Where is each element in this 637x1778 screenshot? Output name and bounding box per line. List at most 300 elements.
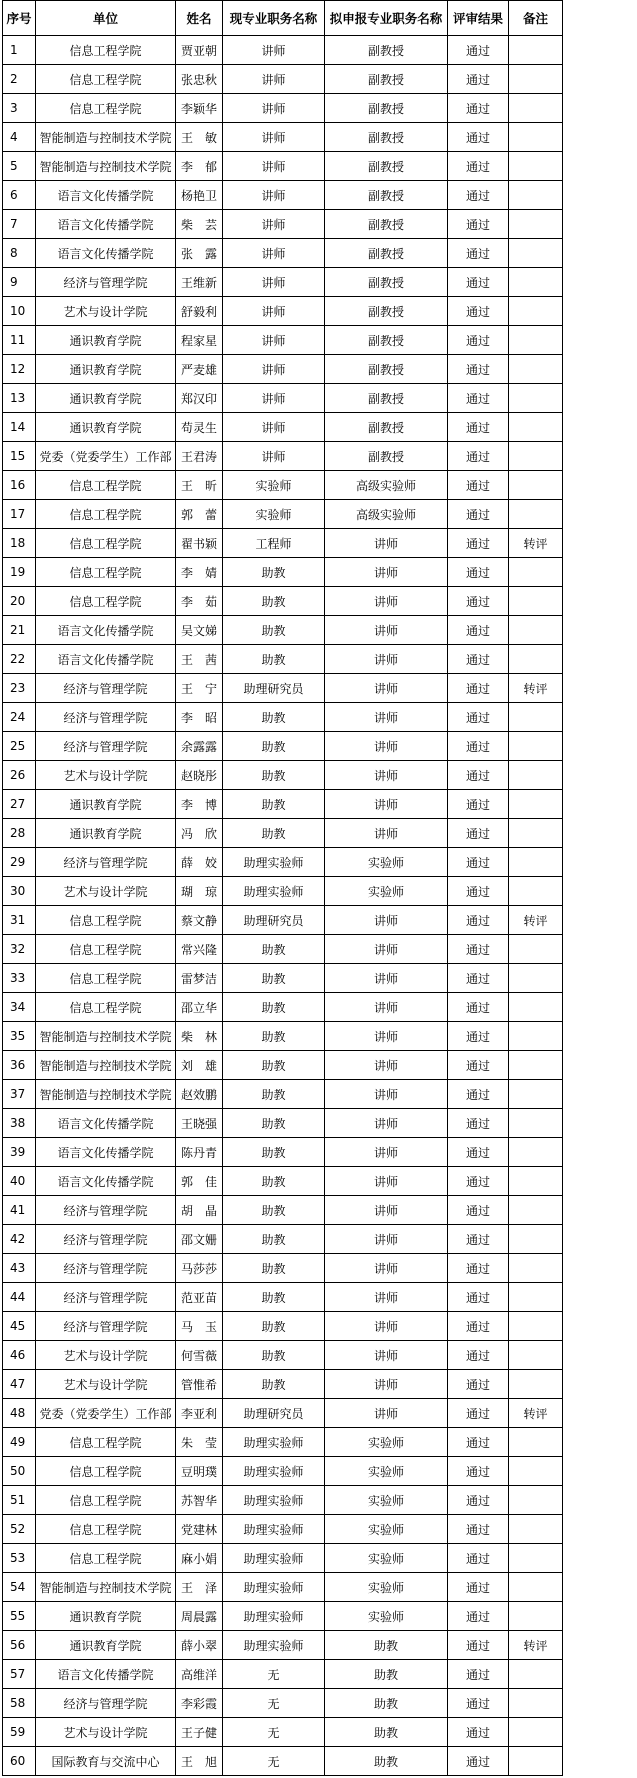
cell-unit: 经济与管理学院 [36, 732, 176, 761]
cell-unit: 智能制造与控制技术学院 [36, 123, 176, 152]
cell-applied-title: 讲师 [325, 1138, 448, 1167]
cell-current-title: 助理实验师 [223, 848, 325, 877]
table-row [3, 993, 563, 1022]
cell-result: 通过 [448, 1312, 509, 1341]
cell-unit: 艺术与设计学院 [36, 877, 176, 906]
cell-remark [509, 1225, 563, 1254]
cell-remark [509, 1718, 563, 1747]
cell-current-title: 助教 [223, 616, 325, 645]
cell-unit: 艺术与设计学院 [36, 1341, 176, 1370]
cell-name: 程家星 [176, 326, 223, 355]
table-row [3, 326, 563, 355]
cell-remark [509, 1167, 563, 1196]
cell-applied-title: 助教 [325, 1689, 448, 1718]
cell-result: 通过 [448, 268, 509, 297]
table-row [3, 413, 563, 442]
cell-result: 通过 [448, 616, 509, 645]
cell-seq: 11 [3, 326, 36, 355]
cell-current-title: 助教 [223, 1283, 325, 1312]
cell-remark [509, 1486, 563, 1515]
cell-result: 通过 [448, 790, 509, 819]
cell-applied-title: 副教授 [325, 268, 448, 297]
cell-current-title: 助教 [223, 1051, 325, 1080]
cell-result: 通过 [448, 1051, 509, 1080]
cell-unit: 信息工程学院 [36, 558, 176, 587]
cell-unit: 语言文化传播学院 [36, 239, 176, 268]
cell-current-title: 无 [223, 1689, 325, 1718]
table-row [3, 1573, 563, 1602]
cell-remark: 转评 [509, 529, 563, 558]
cell-current-title: 工程师 [223, 529, 325, 558]
cell-remark [509, 1515, 563, 1544]
cell-seq: 3 [3, 94, 36, 123]
cell-unit: 语言文化传播学院 [36, 1167, 176, 1196]
table-row [3, 268, 563, 297]
cell-seq: 16 [3, 471, 36, 500]
cell-unit: 通识教育学院 [36, 819, 176, 848]
cell-applied-title: 助教 [325, 1631, 448, 1660]
table-body [3, 36, 563, 1776]
cell-current-title: 助理实验师 [223, 1544, 325, 1573]
cell-current-title: 讲师 [223, 239, 325, 268]
table-row [3, 1341, 563, 1370]
cell-name: 马 玉 [176, 1312, 223, 1341]
cell-applied-title: 副教授 [325, 384, 448, 413]
cell-result: 通过 [448, 65, 509, 94]
cell-unit: 党委（党委学生）工作部 [36, 1399, 176, 1428]
cell-current-title: 助教 [223, 1080, 325, 1109]
cell-unit: 通识教育学院 [36, 355, 176, 384]
cell-result: 通过 [448, 239, 509, 268]
cell-name: 严麦雄 [176, 355, 223, 384]
cell-applied-title: 讲师 [325, 1225, 448, 1254]
table-row [3, 703, 563, 732]
cell-applied-title: 实验师 [325, 848, 448, 877]
cell-unit: 通识教育学院 [36, 413, 176, 442]
cell-name: 赵晓彤 [176, 761, 223, 790]
cell-applied-title: 讲师 [325, 964, 448, 993]
cell-current-title: 讲师 [223, 36, 325, 65]
cell-current-title: 助理实验师 [223, 1602, 325, 1631]
cell-remark [509, 819, 563, 848]
cell-remark [509, 1080, 563, 1109]
cell-unit: 艺术与设计学院 [36, 297, 176, 326]
cell-current-title: 助教 [223, 645, 325, 674]
cell-unit: 语言文化传播学院 [36, 210, 176, 239]
cell-remark [509, 645, 563, 674]
cell-seq: 14 [3, 413, 36, 442]
cell-unit: 党委（党委学生）工作部 [36, 442, 176, 471]
cell-unit: 信息工程学院 [36, 1428, 176, 1457]
cell-applied-title: 高级实验师 [325, 471, 448, 500]
cell-seq: 58 [3, 1689, 36, 1718]
table-row [3, 123, 563, 152]
header-row [3, 1, 563, 36]
table-row [3, 36, 563, 65]
cell-seq: 29 [3, 848, 36, 877]
cell-remark [509, 1138, 563, 1167]
cell-current-title: 助理实验师 [223, 1486, 325, 1515]
cell-name: 王维新 [176, 268, 223, 297]
cell-result: 通过 [448, 1486, 509, 1515]
cell-name: 王 泽 [176, 1573, 223, 1602]
cell-current-title: 讲师 [223, 326, 325, 355]
cell-remark [509, 471, 563, 500]
cell-seq: 32 [3, 935, 36, 964]
table-row [3, 1602, 563, 1631]
table-row [3, 964, 563, 993]
cell-remark [509, 1283, 563, 1312]
cell-remark [509, 1254, 563, 1283]
cell-name: 王晓强 [176, 1109, 223, 1138]
cell-name: 朱 莹 [176, 1428, 223, 1457]
cell-seq: 37 [3, 1080, 36, 1109]
cell-result: 通过 [448, 819, 509, 848]
cell-current-title: 助教 [223, 1225, 325, 1254]
cell-seq: 19 [3, 558, 36, 587]
cell-name: 何雪薇 [176, 1341, 223, 1370]
cell-unit: 语言文化传播学院 [36, 645, 176, 674]
cell-applied-title: 副教授 [325, 413, 448, 442]
cell-current-title: 实验师 [223, 500, 325, 529]
cell-remark [509, 732, 563, 761]
cell-seq: 45 [3, 1312, 36, 1341]
table-row [3, 558, 563, 587]
table-row [3, 210, 563, 239]
cell-result: 通过 [448, 297, 509, 326]
cell-current-title: 讲师 [223, 210, 325, 239]
cell-result: 通过 [448, 1254, 509, 1283]
cell-applied-title: 副教授 [325, 355, 448, 384]
cell-name: 邵文姗 [176, 1225, 223, 1254]
cell-remark: 转评 [509, 1399, 563, 1428]
cell-seq: 23 [3, 674, 36, 703]
cell-current-title: 助理研究员 [223, 906, 325, 935]
cell-remark [509, 616, 563, 645]
cell-result: 通过 [448, 964, 509, 993]
cell-applied-title: 讲师 [325, 1080, 448, 1109]
cell-applied-title: 讲师 [325, 529, 448, 558]
results-sheet [2, 0, 563, 1776]
cell-name: 张忠秋 [176, 65, 223, 94]
review-results-table [2, 0, 563, 1776]
cell-applied-title: 实验师 [325, 1486, 448, 1515]
table-row [3, 732, 563, 761]
cell-result: 通过 [448, 413, 509, 442]
cell-name: 管惟希 [176, 1370, 223, 1399]
cell-current-title: 讲师 [223, 384, 325, 413]
table-row [3, 848, 563, 877]
cell-applied-title: 助教 [325, 1747, 448, 1776]
table-row [3, 384, 563, 413]
cell-applied-title: 讲师 [325, 1370, 448, 1399]
cell-seq: 48 [3, 1399, 36, 1428]
table-row [3, 1370, 563, 1399]
cell-name: 李颖华 [176, 94, 223, 123]
cell-name: 吴文娣 [176, 616, 223, 645]
table-row [3, 1167, 563, 1196]
cell-unit: 语言文化传播学院 [36, 1109, 176, 1138]
cell-applied-title: 讲师 [325, 703, 448, 732]
cell-result: 通过 [448, 587, 509, 616]
cell-seq: 8 [3, 239, 36, 268]
cell-result: 通过 [448, 1196, 509, 1225]
cell-result: 通过 [448, 1457, 509, 1486]
cell-seq: 20 [3, 587, 36, 616]
cell-name: 李彩霞 [176, 1689, 223, 1718]
table-row [3, 877, 563, 906]
cell-current-title: 无 [223, 1747, 325, 1776]
cell-unit: 信息工程学院 [36, 65, 176, 94]
cell-name: 雷梦洁 [176, 964, 223, 993]
cell-result: 通过 [448, 993, 509, 1022]
cell-name: 王 敏 [176, 123, 223, 152]
cell-result: 通过 [448, 123, 509, 152]
cell-current-title: 助教 [223, 1138, 325, 1167]
cell-seq: 28 [3, 819, 36, 848]
cell-result: 通过 [448, 1283, 509, 1312]
cell-result: 通过 [448, 558, 509, 587]
cell-remark: 转评 [509, 1631, 563, 1660]
cell-seq: 9 [3, 268, 36, 297]
cell-current-title: 助理实验师 [223, 1457, 325, 1486]
cell-applied-title: 实验师 [325, 1602, 448, 1631]
table-row [3, 1051, 563, 1080]
table-row [3, 819, 563, 848]
cell-name: 瑚 琼 [176, 877, 223, 906]
cell-applied-title: 讲师 [325, 1283, 448, 1312]
cell-remark [509, 1428, 563, 1457]
cell-remark [509, 1747, 563, 1776]
cell-seq: 55 [3, 1602, 36, 1631]
cell-result: 通过 [448, 1631, 509, 1660]
cell-applied-title: 助教 [325, 1718, 448, 1747]
header-remark: 备注 [509, 1, 563, 36]
cell-name: 王 茜 [176, 645, 223, 674]
table-row [3, 790, 563, 819]
cell-current-title: 实验师 [223, 471, 325, 500]
cell-name: 李 郁 [176, 152, 223, 181]
cell-seq: 5 [3, 152, 36, 181]
cell-remark [509, 384, 563, 413]
cell-unit: 经济与管理学院 [36, 1196, 176, 1225]
cell-current-title: 助教 [223, 964, 325, 993]
cell-applied-title: 讲师 [325, 819, 448, 848]
cell-remark [509, 1196, 563, 1225]
cell-current-title: 助理实验师 [223, 1515, 325, 1544]
cell-result: 通过 [448, 1399, 509, 1428]
cell-remark [509, 1022, 563, 1051]
cell-seq: 26 [3, 761, 36, 790]
cell-unit: 通识教育学院 [36, 384, 176, 413]
cell-current-title: 助教 [223, 761, 325, 790]
cell-seq: 13 [3, 384, 36, 413]
table-row [3, 500, 563, 529]
cell-applied-title: 讲师 [325, 587, 448, 616]
cell-unit: 信息工程学院 [36, 1544, 176, 1573]
cell-seq: 53 [3, 1544, 36, 1573]
cell-seq: 38 [3, 1109, 36, 1138]
cell-unit: 信息工程学院 [36, 906, 176, 935]
cell-seq: 39 [3, 1138, 36, 1167]
cell-remark [509, 1660, 563, 1689]
cell-result: 通过 [448, 1225, 509, 1254]
cell-unit: 信息工程学院 [36, 471, 176, 500]
cell-name: 高维洋 [176, 1660, 223, 1689]
table-row [3, 471, 563, 500]
table-row [3, 645, 563, 674]
cell-current-title: 助教 [223, 819, 325, 848]
cell-result: 通过 [448, 384, 509, 413]
cell-applied-title: 副教授 [325, 181, 448, 210]
cell-seq: 30 [3, 877, 36, 906]
cell-name: 李 昭 [176, 703, 223, 732]
cell-result: 通过 [448, 1428, 509, 1457]
cell-current-title: 讲师 [223, 297, 325, 326]
cell-seq: 44 [3, 1283, 36, 1312]
cell-name: 郭 蕾 [176, 500, 223, 529]
cell-seq: 31 [3, 906, 36, 935]
cell-unit: 通识教育学院 [36, 790, 176, 819]
cell-unit: 艺术与设计学院 [36, 1370, 176, 1399]
cell-current-title: 助理实验师 [223, 1428, 325, 1457]
cell-current-title: 助理实验师 [223, 1573, 325, 1602]
cell-seq: 18 [3, 529, 36, 558]
table-row [3, 587, 563, 616]
cell-result: 通过 [448, 1370, 509, 1399]
cell-result: 通过 [448, 355, 509, 384]
cell-current-title: 讲师 [223, 413, 325, 442]
cell-current-title: 讲师 [223, 181, 325, 210]
cell-result: 通过 [448, 442, 509, 471]
table-row [3, 1457, 563, 1486]
table-row [3, 181, 563, 210]
cell-name: 王 宁 [176, 674, 223, 703]
cell-remark [509, 587, 563, 616]
cell-name: 马莎莎 [176, 1254, 223, 1283]
cell-result: 通过 [448, 877, 509, 906]
cell-remark [509, 123, 563, 152]
cell-remark [509, 36, 563, 65]
cell-name: 余露露 [176, 732, 223, 761]
cell-current-title: 讲师 [223, 123, 325, 152]
cell-result: 通过 [448, 1515, 509, 1544]
cell-remark [509, 1689, 563, 1718]
cell-result: 通过 [448, 94, 509, 123]
cell-name: 李亚利 [176, 1399, 223, 1428]
table-row [3, 1718, 563, 1747]
cell-name: 李 茹 [176, 587, 223, 616]
cell-remark [509, 1370, 563, 1399]
cell-unit: 艺术与设计学院 [36, 1718, 176, 1747]
cell-current-title: 讲师 [223, 442, 325, 471]
cell-seq: 57 [3, 1660, 36, 1689]
cell-result: 通过 [448, 1718, 509, 1747]
cell-result: 通过 [448, 1167, 509, 1196]
table-row [3, 1660, 563, 1689]
cell-unit: 信息工程学院 [36, 587, 176, 616]
cell-applied-title: 副教授 [325, 239, 448, 268]
cell-current-title: 助教 [223, 732, 325, 761]
cell-remark [509, 1312, 563, 1341]
cell-unit: 语言文化传播学院 [36, 1138, 176, 1167]
table-row [3, 1515, 563, 1544]
cell-unit: 经济与管理学院 [36, 1225, 176, 1254]
cell-unit: 信息工程学院 [36, 964, 176, 993]
cell-applied-title: 讲师 [325, 1022, 448, 1051]
table-row [3, 1631, 563, 1660]
cell-seq: 50 [3, 1457, 36, 1486]
cell-unit: 经济与管理学院 [36, 703, 176, 732]
cell-current-title: 助教 [223, 1196, 325, 1225]
cell-seq: 6 [3, 181, 36, 210]
cell-unit: 语言文化传播学院 [36, 616, 176, 645]
cell-applied-title: 副教授 [325, 123, 448, 152]
cell-result: 通过 [448, 210, 509, 239]
table-row [3, 1109, 563, 1138]
cell-seq: 46 [3, 1341, 36, 1370]
cell-seq: 54 [3, 1573, 36, 1602]
cell-current-title: 讲师 [223, 268, 325, 297]
cell-name: 王 昕 [176, 471, 223, 500]
cell-current-title: 助理实验师 [223, 877, 325, 906]
cell-name: 冯 欣 [176, 819, 223, 848]
cell-name: 杨艳卫 [176, 181, 223, 210]
cell-seq: 52 [3, 1515, 36, 1544]
table-row [3, 1283, 563, 1312]
cell-applied-title: 讲师 [325, 1109, 448, 1138]
cell-unit: 通识教育学院 [36, 1602, 176, 1631]
table-row [3, 906, 563, 935]
cell-name: 蔡文静 [176, 906, 223, 935]
cell-applied-title: 讲师 [325, 1312, 448, 1341]
cell-remark [509, 1109, 563, 1138]
table-row [3, 65, 563, 94]
cell-applied-title: 副教授 [325, 152, 448, 181]
cell-remark [509, 558, 563, 587]
cell-seq: 59 [3, 1718, 36, 1747]
cell-applied-title: 实验师 [325, 1428, 448, 1457]
cell-seq: 4 [3, 123, 36, 152]
table-row [3, 1399, 563, 1428]
cell-name: 党建林 [176, 1515, 223, 1544]
cell-unit: 信息工程学院 [36, 1457, 176, 1486]
cell-current-title: 讲师 [223, 152, 325, 181]
header-seq: 序号 [3, 1, 36, 36]
cell-name: 麻小娟 [176, 1544, 223, 1573]
cell-result: 通过 [448, 1341, 509, 1370]
cell-result: 通过 [448, 935, 509, 964]
cell-name: 薛 姣 [176, 848, 223, 877]
table-row [3, 1312, 563, 1341]
cell-unit: 艺术与设计学院 [36, 761, 176, 790]
table-row [3, 1196, 563, 1225]
cell-name: 郭 佳 [176, 1167, 223, 1196]
cell-seq: 24 [3, 703, 36, 732]
header-name: 姓名 [176, 1, 223, 36]
cell-unit: 信息工程学院 [36, 1486, 176, 1515]
cell-seq: 27 [3, 790, 36, 819]
cell-remark: 转评 [509, 906, 563, 935]
header-current-title: 现专业职务名称 [223, 1, 325, 36]
cell-result: 通过 [448, 326, 509, 355]
cell-seq: 22 [3, 645, 36, 674]
cell-seq: 10 [3, 297, 36, 326]
cell-seq: 33 [3, 964, 36, 993]
table-row [3, 1080, 563, 1109]
cell-name: 邵立华 [176, 993, 223, 1022]
cell-name: 周晨露 [176, 1602, 223, 1631]
